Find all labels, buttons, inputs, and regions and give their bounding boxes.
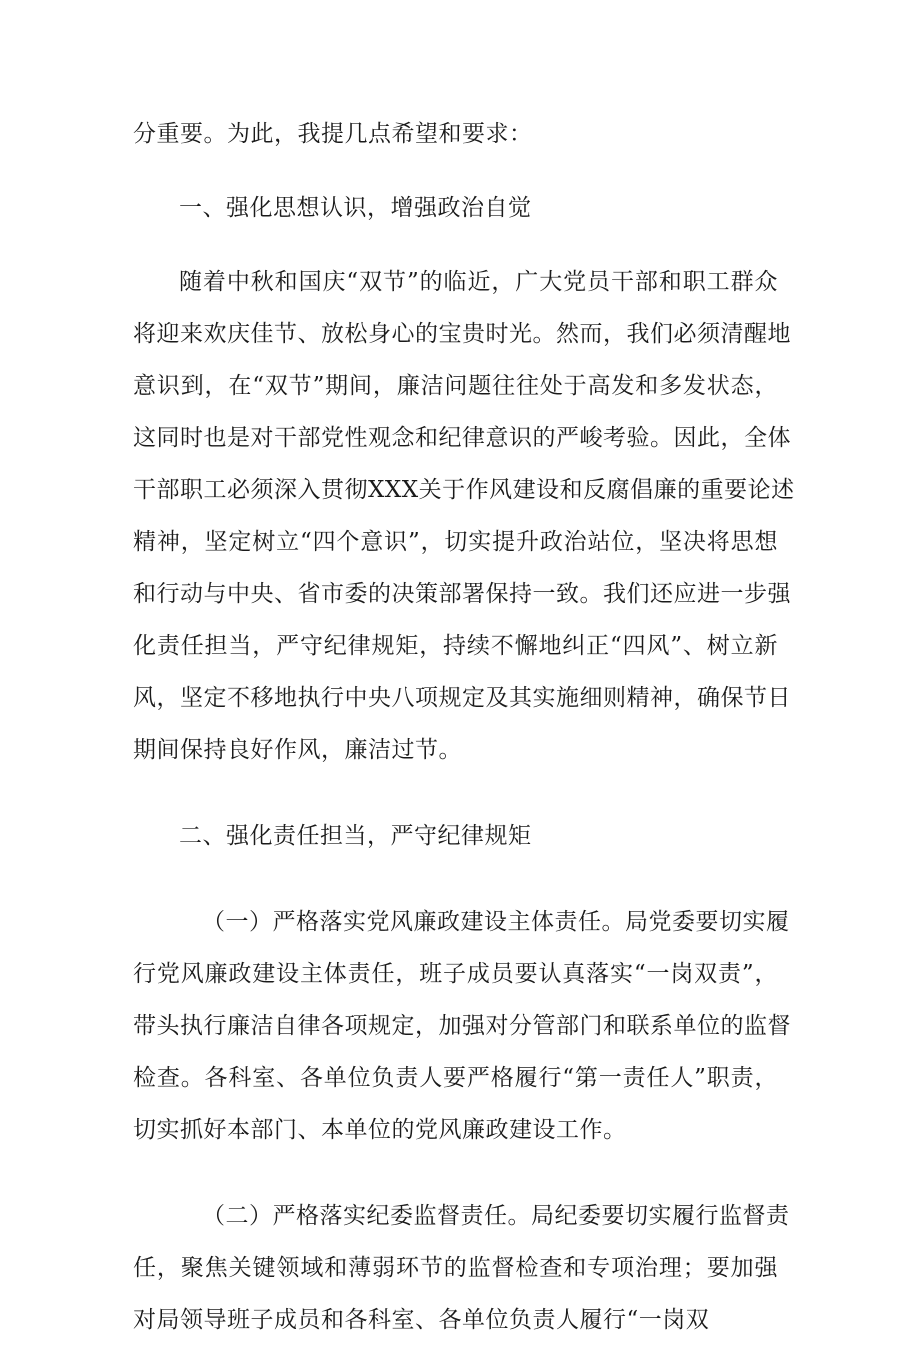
paragraph-line: 带头执行廉洁自律各项规定，加强对分管部门和联系单位的监督 xyxy=(133,1013,791,1039)
paragraph-line: 意识到，在“双节”期间，廉洁问题往往处于高发和多发状态， xyxy=(133,373,778,399)
paragraph-line: 化责任担当，严守纪律规矩，持续不懈地纠正“四风”、树立新 xyxy=(133,633,778,659)
section2-item1-paragraph xyxy=(133,896,791,1156)
paragraph-line: 精神，坚定树立“四个意识”，切实提升政治站位，坚决将思想 xyxy=(133,529,778,555)
paragraph-line: 期间保持良好作风，廉洁过节。 xyxy=(133,737,462,763)
document-body xyxy=(133,108,795,1346)
section2-item2-paragraph xyxy=(133,1190,790,1346)
paragraph-line: 随着中秋和国庆“双节”的临近，广大党员干部和职工群众 xyxy=(179,269,778,295)
paragraph-line: （二）严格落实纪委监督责任。局纪委要切实履行监督责 xyxy=(202,1203,790,1229)
section2-heading: 二、强化责任担当，严守纪律规矩 xyxy=(179,823,532,849)
paragraph-line: 风，坚定不移地执行中央八项规定及其实施细则精神，确保节日 xyxy=(133,685,791,711)
paragraph-line: 将迎来欢庆佳节、放松身心的宝贵时光。然而，我们必须清醒地 xyxy=(133,321,791,347)
paragraph-line: 干部职工必须深入贯彻XXX关于作风建设和反腐倡廉的重要论述 xyxy=(133,477,795,503)
paragraph-line: 检查。各科室、各单位负责人要严格履行“第一责任人”职责， xyxy=(133,1065,778,1091)
paragraph-line: 行党风廉政建设主体责任，班子成员要认真落实“一岗双责”， xyxy=(133,961,778,987)
paragraph-line: 和行动与中央、省市委的决策部署保持一致。我们还应进一步强 xyxy=(133,581,791,607)
paragraph-line: 切实抓好本部门、本单位的党风廉政建设工作。 xyxy=(133,1117,627,1143)
paragraph-line: 任，聚焦关键领域和薄弱环节的监督检查和专项治理；要加强 xyxy=(133,1255,778,1281)
section1-paragraph xyxy=(133,256,795,776)
paragraph-line: （一）严格落实党风廉政建设主体责任。局党委要切实履 xyxy=(202,909,790,935)
paragraph-line: 这同时也是对干部党性观念和纪律意识的严峻考验。因此，全体 xyxy=(133,425,791,451)
section1-heading: 一、强化思想认识，增强政治自觉 xyxy=(179,195,532,221)
paragraph-line: 对局领导班子成员和各科室、各单位负责人履行“一岗双 xyxy=(133,1307,710,1333)
intro-line: 分重要。为此，我提几点希望和要求： xyxy=(133,121,533,147)
